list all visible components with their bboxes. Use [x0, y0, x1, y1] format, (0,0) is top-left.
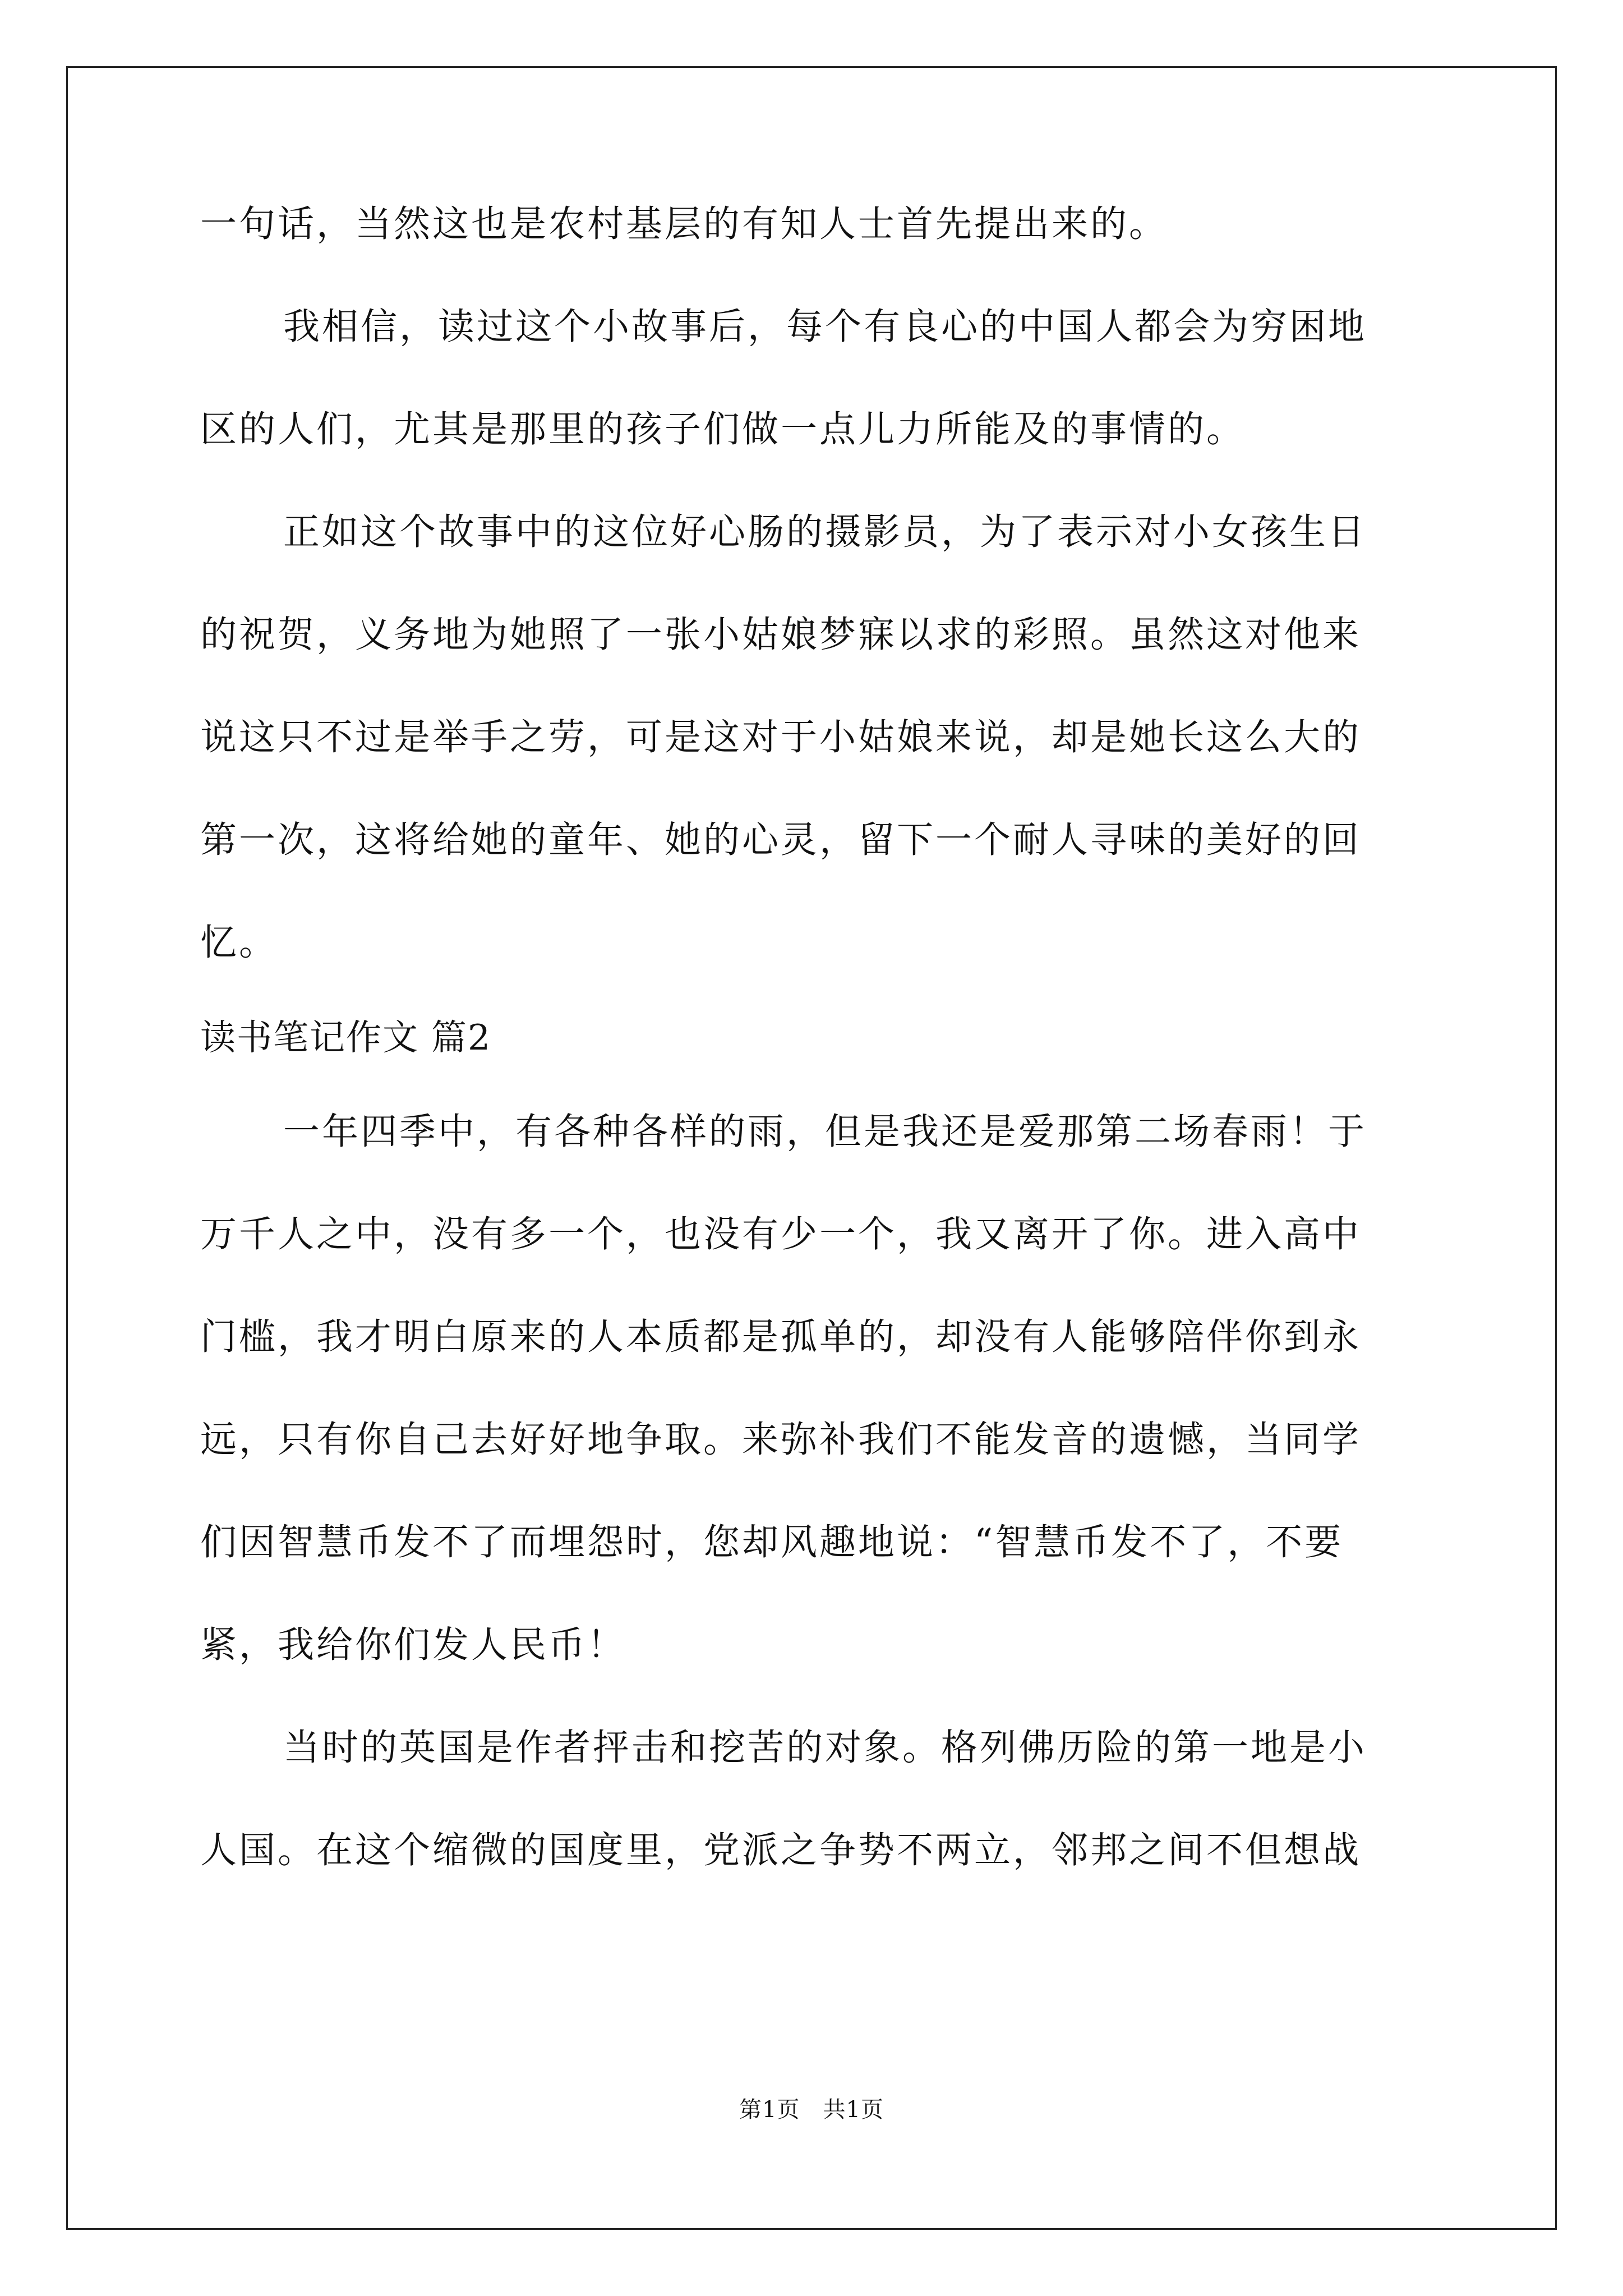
text-line: 第一次，这将给她的童年、她的心灵，留下一个耐人寻味的美好的回 [200, 819, 1362, 861]
text-line: 当时的英国是作者抨击和挖苦的对象。格列佛历险的第一地是小 [283, 1727, 1367, 1769]
text-line: 人国。在这个缩微的国度里，党派之争势不两立，邻邦之间不但想战 [200, 1829, 1362, 1871]
text-line: 我相信，读过这个小故事后，每个有良心的中国人都会为穷困地 [283, 306, 1367, 348]
text-line: 远，只有你自己去好好地争取。来弥补我们不能发音的遗憾，当同学 [200, 1419, 1362, 1461]
text-line: 们因智慧币发不了而埋怨时，您却风趣地说：“智慧币发不了，不要 [200, 1521, 1344, 1563]
text-line: 紧，我给你们发人民币！ [200, 1624, 626, 1666]
text-line: 门槛，我才明白原来的人本质都是孤单的，却没有人能够陪伴你到永 [200, 1316, 1362, 1358]
text-line: 的祝贺，义务地为她照了一张小姑娘梦寐以求的彩照。虽然这对他来 [200, 614, 1362, 656]
text-line: 说这只不过是举手之劳，可是这对于小姑娘来说，却是她长这么大的 [200, 716, 1362, 758]
section-heading: 读书笔记作文 篇2 [200, 1017, 492, 1058]
text-line: 正如这个故事中的这位好心肠的摄影员，为了表示对小女孩生日 [283, 511, 1367, 553]
page-number: 第1页 共1页 [739, 2097, 884, 2123]
text-line: 忆。 [200, 922, 278, 964]
text-line: 区的人们，尤其是那里的孩子们做一点儿力所能及的事情的。 [200, 408, 1246, 450]
text-line: 一年四季中，有各种各样的雨，但是我还是爱那第二场春雨！于 [283, 1111, 1367, 1153]
text-line: 万千人之中，没有多一个，也没有少一个，我又离开了你。进入高中 [200, 1213, 1362, 1255]
text-line: 一句话，当然这也是农村基层的有知人士首先提出来的。 [200, 203, 1168, 245]
